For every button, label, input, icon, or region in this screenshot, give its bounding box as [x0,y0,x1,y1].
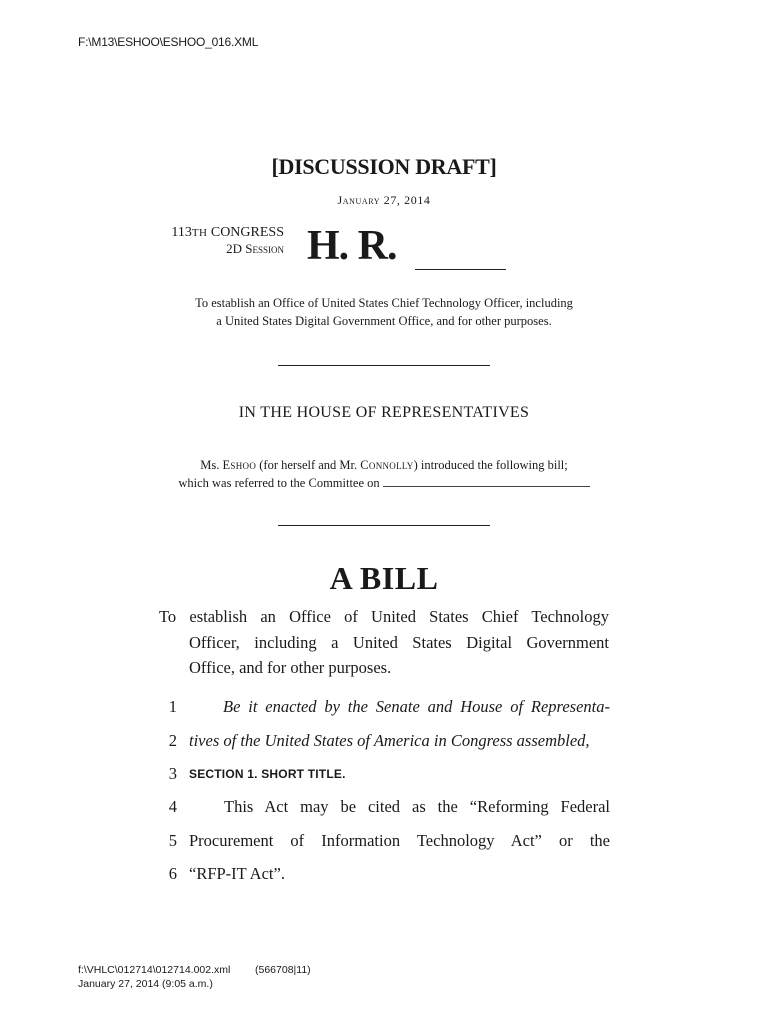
short-purpose [0,294,768,330]
section-text-line-2: Procurement of Information Technology Act” or the [189,831,610,850]
congress-line [150,225,284,241]
session-ordinal: 2 [226,241,233,256]
section-text-line-3: “RFP-IT Act”. [189,864,285,883]
divider-rule [278,525,490,526]
short-purpose-line-1: To establish an Office of United States Chief Technology Officer, including [195,296,573,310]
bill-purpose-line-2: Officer, including a United States Digital Government [189,632,609,652]
bill-purpose-line-3: Office, and for other purposes. [189,658,392,677]
session-ordinal-suffix: D [232,241,243,256]
bill-purpose-line-1: To establish an Office of United States Chief Technology [159,607,609,626]
committee-referral-text: which was referred to the Committee on [178,476,380,490]
congress-ordinal: 113 [171,225,192,240]
line-number: 3 [168,764,177,783]
introduction-for-text: (for herself and Mr. [259,458,358,472]
section-heading: SECTION 1. SHORT TITLE. [189,767,346,781]
committee-blank [383,474,590,487]
sponsor-title: Ms. [200,458,220,472]
sponsor-name: Eshoo [222,458,257,472]
footer-date: January 27, 2014 (9:05 a.m.) [78,978,213,990]
bill-purpose [159,604,609,681]
draft-date: January 27, 2014 [337,193,431,207]
introduction-block [0,456,768,492]
introduction-line-2 [0,474,768,492]
line-number: 2 [168,731,177,750]
section-text-line-1: This Act may be cited as the “Reforming Federal [224,797,610,816]
congress-label: CONGRESS [210,225,284,240]
bill-heading: A BILL [329,560,439,596]
divider-rule [278,365,490,366]
congress-ordinal-suffix: TH [191,227,208,239]
enacting-clause-line-1: Be it enacted by the Senate and House of Representa- [223,697,610,716]
line-number: 1 [168,697,177,716]
congress-session-block [150,225,284,257]
discussion-draft-title: [DISCUSSION DRAFT] [271,154,497,179]
footer-file-path: f:\VHLC\012714\012714.002.xml [78,964,231,976]
bill-number-prefix: H. R. [307,223,397,269]
introduction-line-1 [0,456,768,474]
line-number: 4 [168,797,177,816]
line-number: 5 [168,831,177,850]
line-number: 6 [168,864,177,883]
house-heading: IN THE HOUSE OF REPRESENTATIVES [238,404,530,421]
file-path-header: F:\M13\ESHOO\ESHOO_016.XML [78,35,259,49]
enacting-clause-line-2: tives of the United States of America in Congress assembled, [189,731,590,750]
session-label: Session [245,241,284,256]
cosponsor-name: Connolly [360,458,414,472]
introduction-tail: ) introduced the following bill; [413,458,568,472]
session-line [150,241,284,257]
short-purpose-line-2: a United States Digital Government Office, and for other purposes. [216,314,552,328]
bill-number-blank [415,269,506,270]
footer-code: (566708|11) [255,964,311,976]
